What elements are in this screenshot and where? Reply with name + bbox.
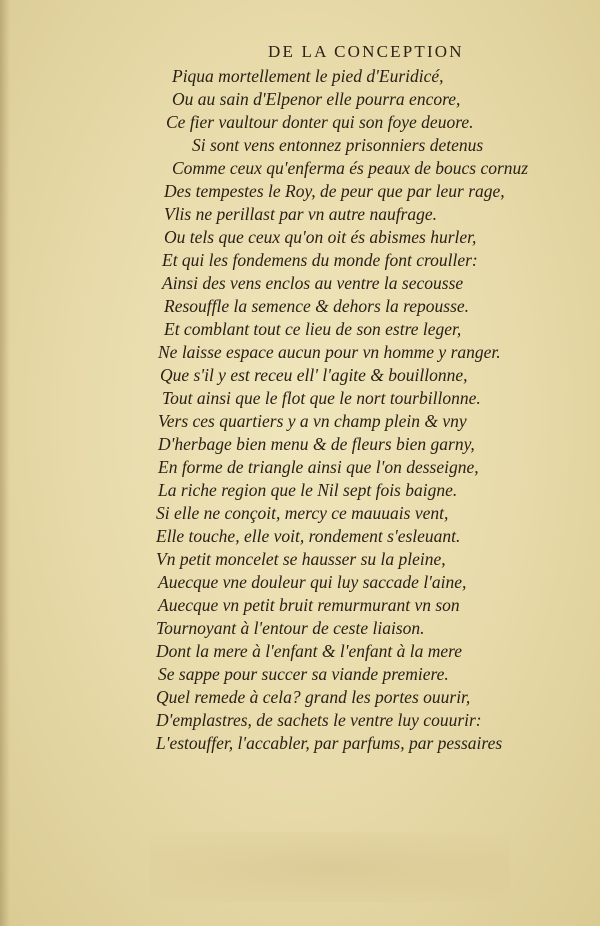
verse-line: Piqua mortellement le pied d'Euridicé, (172, 66, 444, 86)
verse-line: Tout ainsi que le flot que le nort tourbillonne. (162, 388, 481, 408)
verse-line: Si sont vens entonnez prisonniers detenus (192, 135, 484, 155)
verse-line: Que s'il y est receu ell' l'agite & bouillonne, (160, 365, 468, 385)
verse-line: Quel remede à cela? grand les portes ouurir, (156, 687, 471, 707)
verse-line: Et qui les fondemens du monde font crouller: (162, 250, 478, 270)
verse-line: Se sappe pour succer sa viande premiere. (158, 664, 449, 684)
verse-line: Comme ceux qu'enferma és peaux de boucs cornuz (172, 158, 529, 178)
verse-line: En forme de triangle ainsi que l'on desseigne, (158, 457, 479, 477)
verse-line: D'herbage bien menu & de fleurs bien garny, (158, 434, 475, 454)
verse-line: D'emplastres, de sachets le ventre luy couurir: (156, 710, 482, 730)
verse-line: Si elle ne conçoit, mercy ce mauuais vent, (156, 503, 449, 523)
verse-line: Ne laisse espace aucun pour vn homme y ranger. (158, 342, 501, 362)
running-title: DE LA CONCEPTION (268, 42, 464, 61)
verse-line: Ou tels que ceux qu'on oit és abismes hurler, (164, 227, 477, 247)
paper-stain (150, 832, 510, 902)
verse-line: Resouffle la semence & dehors la repousse. (164, 296, 470, 316)
verse-line: Vlis ne perillast par vn autre naufrage. (164, 204, 438, 224)
verse-line: Tournoyant à l'entour de ceste liaison. (156, 618, 425, 638)
verse-line: Vers ces quartiers y a vn champ plein & vny (158, 411, 467, 431)
verse-line: Elle touche, elle voit, rondement s'esleuant. (156, 526, 461, 546)
verse-line: Et comblant tout ce lieu de son estre leger, (164, 319, 462, 339)
verse-line: Ainsi des vens enclos au ventre la secousse (162, 273, 464, 293)
verse-line: Ce fier vaultour donter qui son foye deuore. (166, 112, 474, 132)
verse-line: Vn petit moncelet se hausser su la pleine, (156, 549, 446, 569)
verse-line: Des tempestes le Roy, de peur que par leur rage, (164, 181, 505, 201)
verse-line: Auecque vne douleur qui luy saccade l'aine, (158, 572, 467, 592)
verse-line: La riche region que le Nil sept fois baigne. (158, 480, 458, 500)
verse-line: L'estouffer, l'accabler, par parfums, par pessaires (156, 733, 503, 753)
verse-line: Auecque vn petit bruit remurmurant vn son (158, 595, 460, 615)
verse-block (0, 66, 600, 766)
verse-line: Ou au sain d'Elpenor elle pourra encore, (172, 89, 461, 109)
verse-line: Dont la mere à l'enfant & l'enfant à la mere (156, 641, 463, 661)
